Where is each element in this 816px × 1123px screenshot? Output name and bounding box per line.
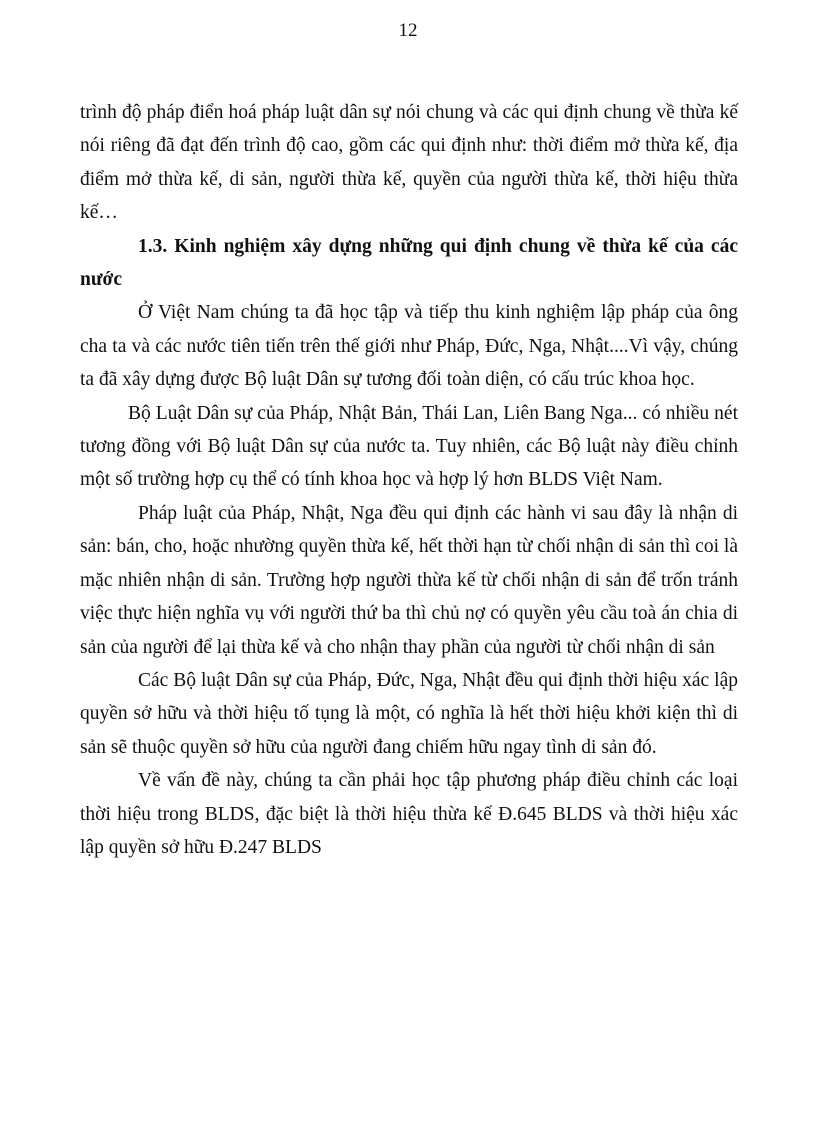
paragraph: Bộ Luật Dân sự của Pháp, Nhật Bản, Thái Lan, Liên Bang Nga... có nhiều nét tương đồng với Bộ luật Dân sự của nước ta. Tuy nhiên, các Bộ luật này điều chỉnh một số trường hợp cụ thể có tính khoa học và hợp lý hơn BLDS Việt Nam.	[80, 402, 738, 491]
page-number: 12	[398, 20, 418, 41]
paragraph: Ở Việt Nam chúng ta đã học tập và tiếp thu kinh nghiệm lập pháp của ông cha ta và các nước tiên tiến trên thế giới như Pháp, Đức, Nga, Nhật....Vì vậy, chúng ta đã xây dựng được Bộ luật Dân sự tương đối toàn diện, có cấu trúc khoa học.	[80, 302, 738, 391]
paragraph: Các Bộ luật Dân sự của Pháp, Đức, Nga, Nhật đều qui định thời hiệu xác lập quyền sở hữu và thời hiệu tố tụng là một, có nghĩa là hết thời hiệu khởi kiện thì di sản sẽ thuộc quyền sở hữu của người đang chiếm hữu ngay tình di sản đó.	[80, 669, 738, 758]
paragraph: Pháp luật của Pháp, Nhật, Nga đều qui định các hành vi sau đây là nhận di sản: bán, cho, hoặc nhường quyền thừa kế, hết thời hạn từ chối nhận di sản thì coi là mặc nhiên nhận di sản. Trường hợp người thừa kế từ chối nhận di sản để trốn tránh việc thực hiện nghĩa vụ với người thứ ba thì chủ nợ có quyền yêu cầu toà án chia di sản của người để lại thừa kế và cho nhận thay phần của người từ chối nhận di sản	[80, 502, 738, 658]
document-body	[80, 96, 738, 864]
section-heading: 1.3. Kinh nghiệm xây dựng những qui định chung về thừa kế của các nước	[80, 235, 738, 291]
paragraph: Về vấn đề này, chúng ta cần phải học tập phương pháp điều chỉnh các loại thời hiệu trong BLDS, đặc biệt là thời hiệu thừa kế Đ.645 BLDS và thời hiệu xác lập quyền sở hữu Đ.247 BLDS	[80, 770, 738, 858]
paragraph-continuation: trình độ pháp điển hoá pháp luật dân sự nói chung và các qui định chung về thừa kế nói riêng đã đạt đến trình độ cao, gồm các qui định như: thời điểm mở thừa kế, địa điểm mở thừa kế, di sản, người thừa kế, quyền của người thừa kế, thời hiệu thừa kế…	[80, 102, 738, 224]
